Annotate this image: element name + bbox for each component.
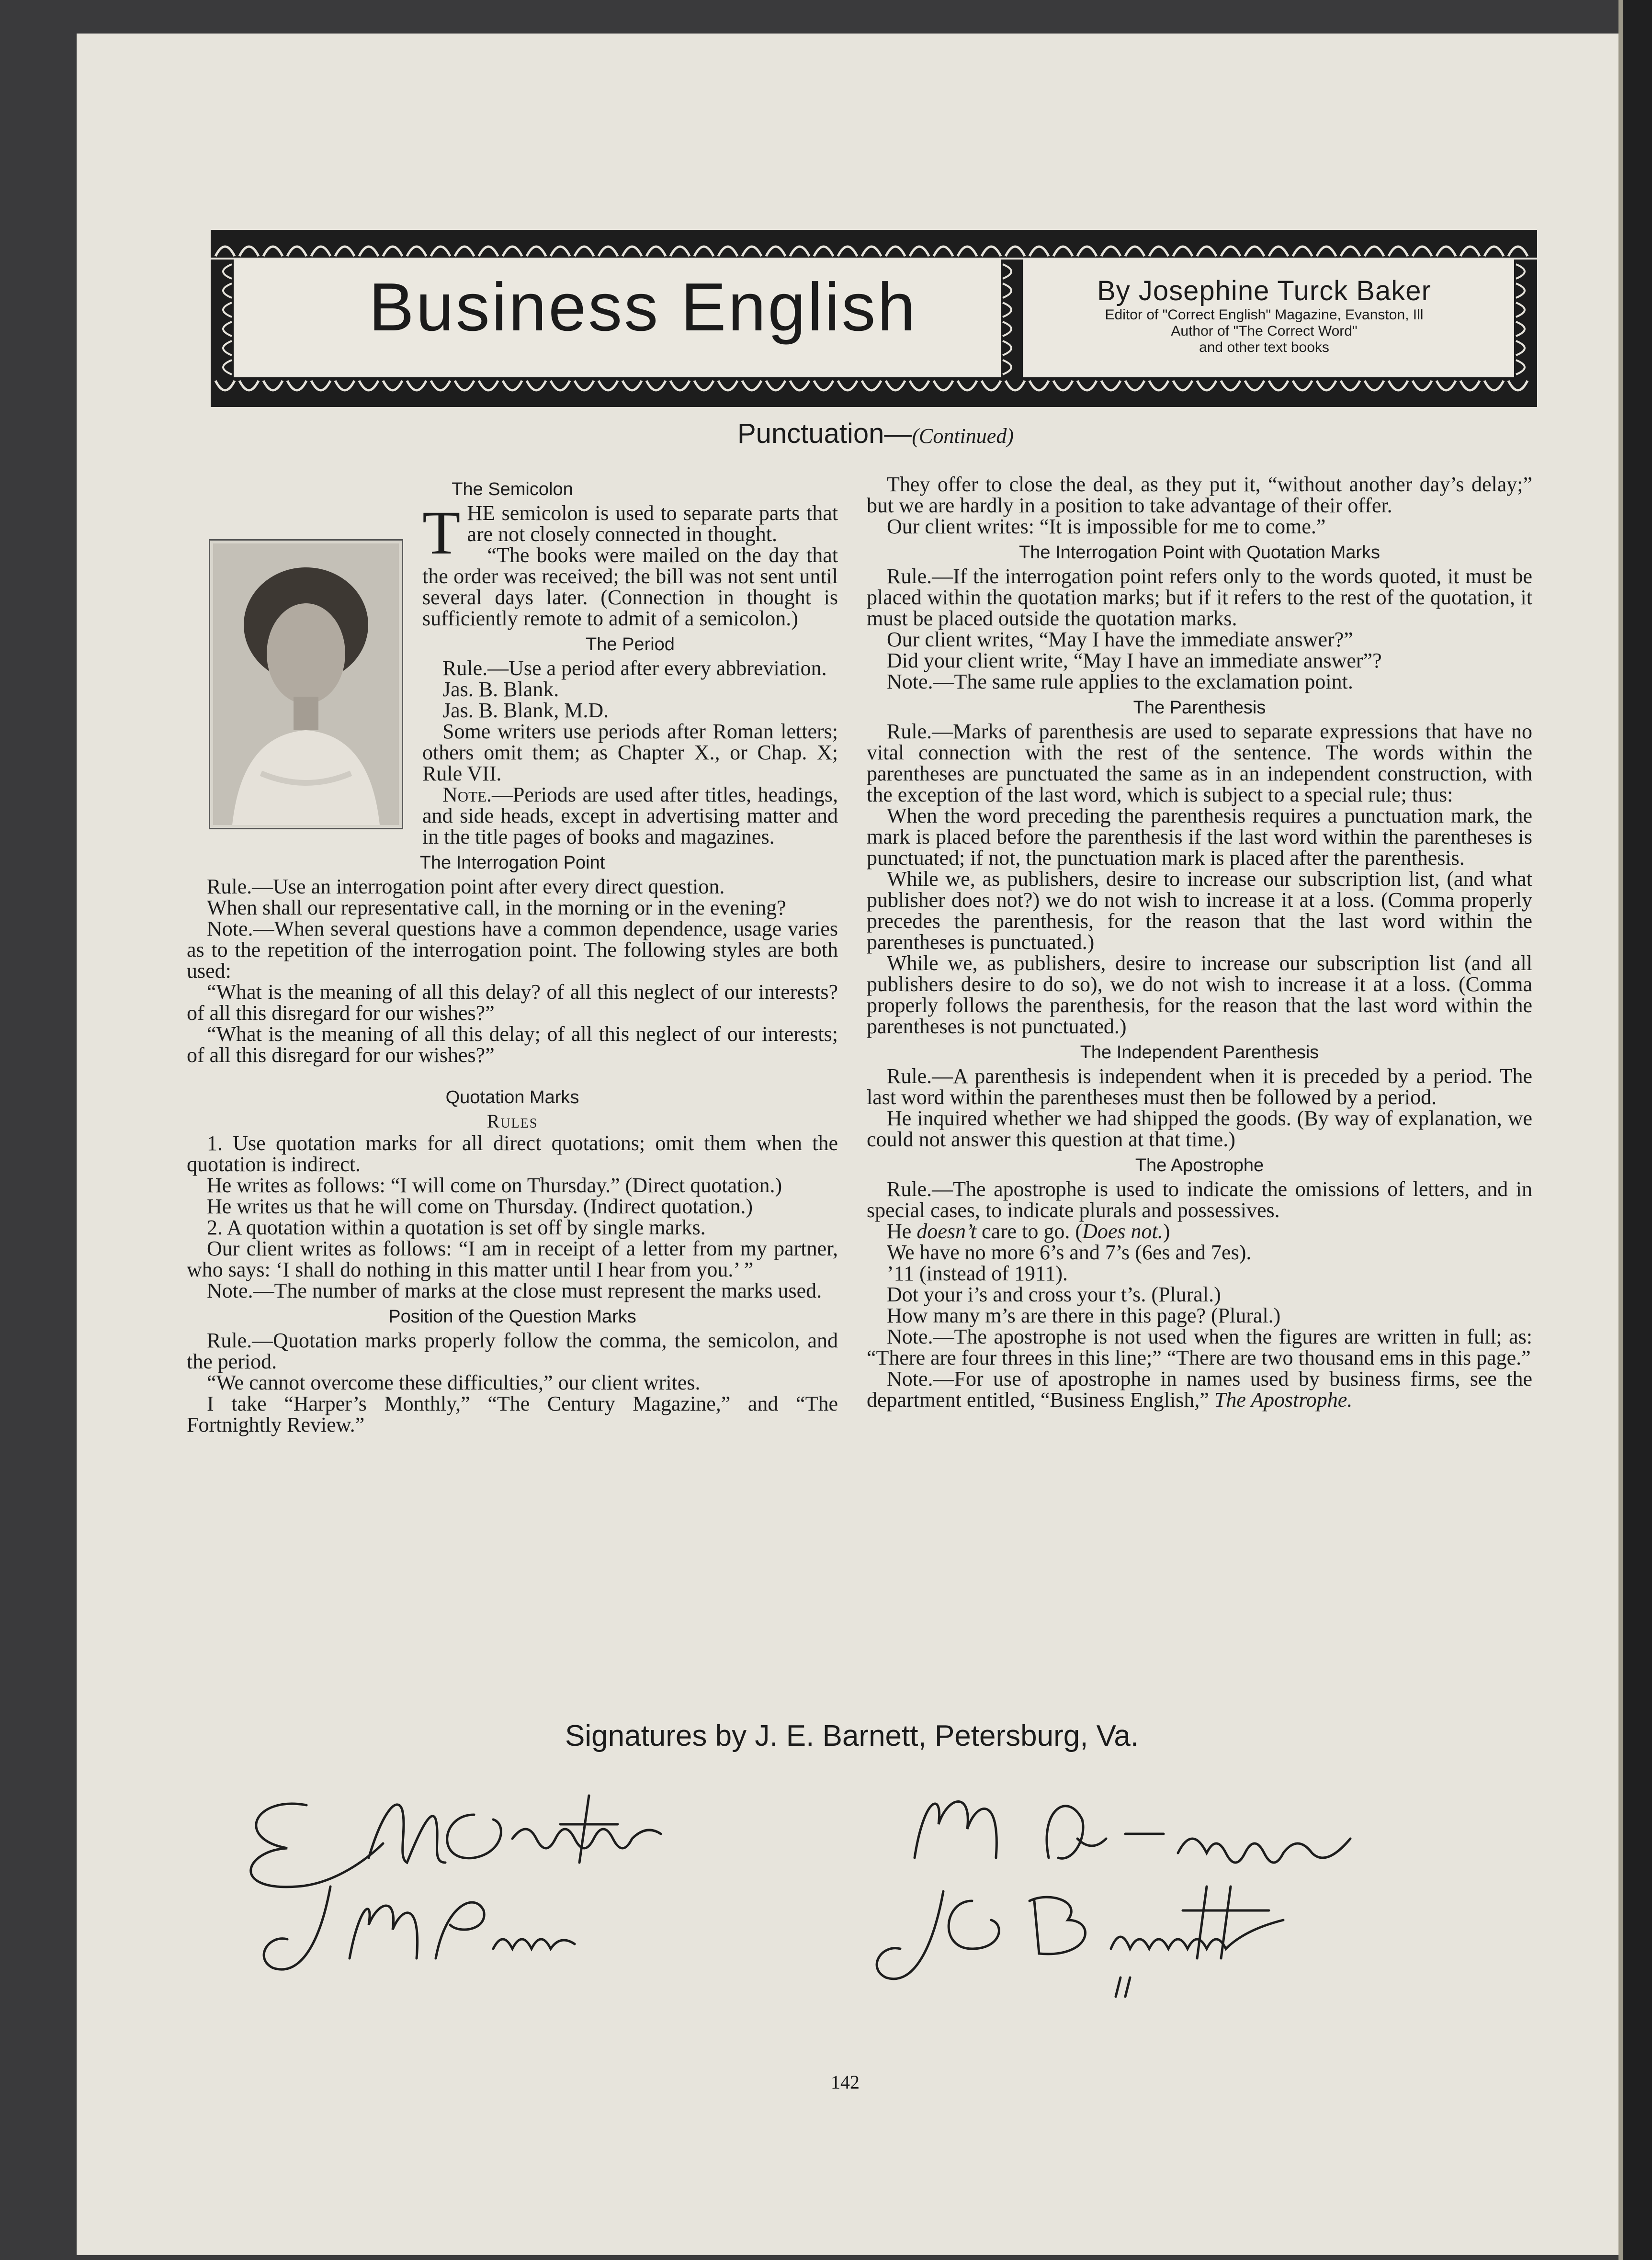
iq-rule: Rule.—If the interrogation point refers only to the words quoted, it must be placed within the quotation marks; but if it refers to the rest of the quotation, it must be placed outside the quotation marks. xyxy=(867,565,1532,630)
parenthesis-rule: Rule.—Marks of parenthesis are used to separate expressions that have no vital connection with the rest of the sentence. The words within the parentheses are punctuated the same as in an independent construction, with the exception of the last word, which is subject to a special rule; thus: xyxy=(867,720,1532,806)
quotation-example-2: He writes us that he will come on Thursday. (Indirect quotation.) xyxy=(207,1195,753,1218)
section-title: Punctuation— xyxy=(737,418,912,449)
heading-interrogation-quotation: The Interrogation Point with Quotation Marks xyxy=(1018,542,1380,563)
note-label: Note xyxy=(442,783,487,806)
section-continued: (Continued) xyxy=(912,424,1014,448)
heading-parenthesis: The Parenthesis xyxy=(1133,698,1266,718)
iq-note: Note.—The same rule applies to the exclamation point. xyxy=(887,670,1353,693)
ornamental-divider xyxy=(1001,260,1023,377)
interrogation-rule: Rule.—Use an interrogation point after every direct question. xyxy=(207,875,725,898)
apostrophe-example-3: ’11 (instead of 1911). xyxy=(887,1262,1068,1285)
apostrophe-example-5: How many m’s are there in this page? (Plural.) xyxy=(887,1304,1281,1327)
book-binding xyxy=(1623,0,1652,2260)
ornamental-border-left xyxy=(211,260,234,377)
interrogation-note: Note.—When several questions have a common dependence, usage varies as to the repetition of the interrogation point. The following styles are both used: xyxy=(187,917,838,983)
interrogation-example-2: “What is the meaning of all this delay? of all this neglect of our interests? of all this disregard for our wishes?” xyxy=(187,980,838,1025)
continued-paragraph-2: Our client writes: “It is impossible for me to come.” xyxy=(887,515,1326,538)
position-example-2: I take “Harper’s Monthly,” “The Century Magazine,” and “The Fortnightly Review.” xyxy=(187,1392,838,1436)
apos-ex1-italic: doesn’t xyxy=(917,1220,976,1243)
signatures-title: Signatures by J. E. Barnett, Petersburg, Va. xyxy=(565,1719,1139,1752)
heading-independent-parenthesis: The Independent Parenthesis xyxy=(1080,1042,1319,1062)
apos-note2-text: Note.—For use of apostrophe in names used by business firms, see the department entitled, “Business English,” xyxy=(867,1367,1532,1412)
portrait-photo xyxy=(213,543,399,825)
period-note-text: .—Periods are used after titles, headings, and side heads, except in advertising matter and in the title pages of books and magazines. xyxy=(422,783,838,848)
other-credit: and other text books xyxy=(1199,339,1329,355)
parenthesis-example-1: While we, as publishers, desire to increase our subscription list, (and what publisher does not?) we do not wish to increase it at a loss. (Comma properly precedes the parenthesis, for the reason that the last word within the parentheses is punctuated.) xyxy=(867,867,1532,954)
signature-pierce xyxy=(264,1887,575,1969)
iq-example-1: Our client writes, “May I have the immediate answer?” xyxy=(887,628,1353,651)
semicolon-paragraph xyxy=(187,498,838,567)
independent-rule: Rule.—A parenthesis is independent when it is preceded by a period. The last word within the parentheses must then be followed by a period. xyxy=(867,1064,1532,1109)
position-example-1: “We cannot overcome these difficulties,” our client writes. xyxy=(207,1371,701,1394)
period-example-2: Jas. B. Blank, M.D. xyxy=(442,699,609,722)
apostrophe-note-2 xyxy=(867,1368,1532,1411)
left-column xyxy=(187,474,838,1435)
signature-smythe xyxy=(915,1802,1350,1863)
rules-subheading: Rules xyxy=(487,1110,538,1132)
continued-paragraph-1: They offer to close the deal, as they put it, “without another day’s delay;” but we are hardly in a position to take advantage of their offer. xyxy=(867,473,1532,517)
interrogation-example-3: “What is the meaning of all this delay; of all this neglect of our interests; of all this disregard for our wishes?” xyxy=(187,1022,838,1067)
byline xyxy=(1034,275,1494,356)
semicolon-example: “The books were mailed on the day that the order was received; the bill was not sent until several days later. (Connection in thought is sufficiently remote to admit of a semicolon.) xyxy=(422,543,838,630)
apos-ex1-italic: Does not. xyxy=(1082,1220,1163,1243)
apostrophe-example-1 xyxy=(867,1221,1532,1242)
parenthesis-example-2: While we, as publishers, desire to increase our subscription list (and all publishers desire to do so), we do not wish to increase it at a loss. (Comma properly follows the parenthesis, for the reason that the last word within the parentheses is not punctuated.) xyxy=(867,951,1532,1038)
section-heading xyxy=(737,418,1014,450)
ornamental-border-bottom xyxy=(211,377,1537,407)
apos-ex1-part: care to go. ( xyxy=(976,1220,1083,1243)
apos-note2-italic: The Apostrophe. xyxy=(1214,1388,1353,1412)
right-column xyxy=(867,474,1532,1411)
apos-ex1-part: ) xyxy=(1163,1220,1170,1243)
heading-semicolon: The Semicolon xyxy=(452,479,573,499)
apostrophe-example-4: Dot your i’s and cross your t’s. (Plural.) xyxy=(887,1283,1221,1306)
iq-example-2: Did your client write, “May I have an immediate answer”? xyxy=(887,649,1382,672)
heading-period: The Period xyxy=(586,634,675,655)
quotation-rule-1: 1. Use quotation marks for all direct quotations; omit them when the quotation is indirect. xyxy=(187,1131,838,1176)
quotation-example-1: He writes as follows: “I will come on Thursday.” (Direct quotation.) xyxy=(207,1174,782,1197)
quotation-note: Note.—The number of marks at the close must represent the marks used. xyxy=(207,1279,822,1302)
heading-quotation-marks: Quotation Marks xyxy=(445,1087,579,1107)
parenthesis-paragraph-2: When the word preceding the parenthesis requires a punctuation mark, the mark is placed before the parenthesis if the last word within the parentheses is punctuated; if not, the punctuation mark is placed after the parenthesis. xyxy=(867,804,1532,870)
banner xyxy=(211,230,1537,407)
position-rule: Rule.—Quotation marks properly follow the comma, the semicolon, and the period. xyxy=(187,1329,838,1373)
banner-title: Business English xyxy=(369,269,917,345)
interrogation-example-1: When shall our representative call, in the morning or in the evening? xyxy=(207,896,786,919)
period-rule: Rule.—Use a period after every abbreviation. xyxy=(442,656,827,680)
heading-apostrophe: The Apostrophe xyxy=(1135,1155,1264,1175)
page-number: 142 xyxy=(831,2071,860,2093)
author-name: By Josephine Turck Baker xyxy=(1097,275,1431,306)
apostrophe-rule: Rule.—The apostrophe is used to indicate the omissions of letters, and in special cases, to indicate plurals and possessives. xyxy=(867,1177,1532,1222)
signature-specimens xyxy=(225,1767,1470,2006)
period-example-1: Jas. B. Blank. xyxy=(442,678,559,701)
editor-credit: Editor of "Correct English" Magazine, Evanston, Ill xyxy=(1105,307,1424,323)
author-portrait xyxy=(209,539,403,829)
quotation-example-3: Our client writes as follows: “I am in receipt of a letter from my partner, who says: ‘I shall do nothing in this matter until I hear from you.’ ” xyxy=(187,1237,838,1281)
drop-cap: T xyxy=(422,498,461,567)
apostrophe-note-1: Note.—The apostrophe is not used when the figures are written in full; as: “There are four threes in this line;” “There are two thousand ems in this page.” xyxy=(867,1325,1532,1369)
apos-ex1-part: He xyxy=(887,1220,917,1243)
apostrophe-example-2: We have no more 6’s and 7’s (6es and 7es). xyxy=(887,1241,1252,1264)
author-credit: Author of "The Correct Word" xyxy=(1171,323,1358,339)
ornamental-border-top xyxy=(211,230,1537,260)
quotation-rule-2: 2. A quotation within a quotation is set off by single marks. xyxy=(207,1216,706,1239)
ornamental-border-right xyxy=(1514,260,1537,377)
heading-interrogation: The Interrogation Point xyxy=(419,853,605,873)
signature-barnett xyxy=(877,1887,1283,1997)
heading-position-question-marks: Position of the Question Marks xyxy=(388,1307,636,1327)
signature-coulter xyxy=(251,1796,661,1887)
period-roman-letters: Some writers use periods after Roman letters; others omit them; as Chapter X., or Chap. X; Rule VII. xyxy=(422,720,838,785)
semicolon-text: HE semicolon is used to separate parts that are not closely connected in thought. xyxy=(467,501,838,546)
independent-example: He inquired whether we had shipped the goods. (By way of explanation, we could not answer this question at that time.) xyxy=(867,1107,1532,1151)
